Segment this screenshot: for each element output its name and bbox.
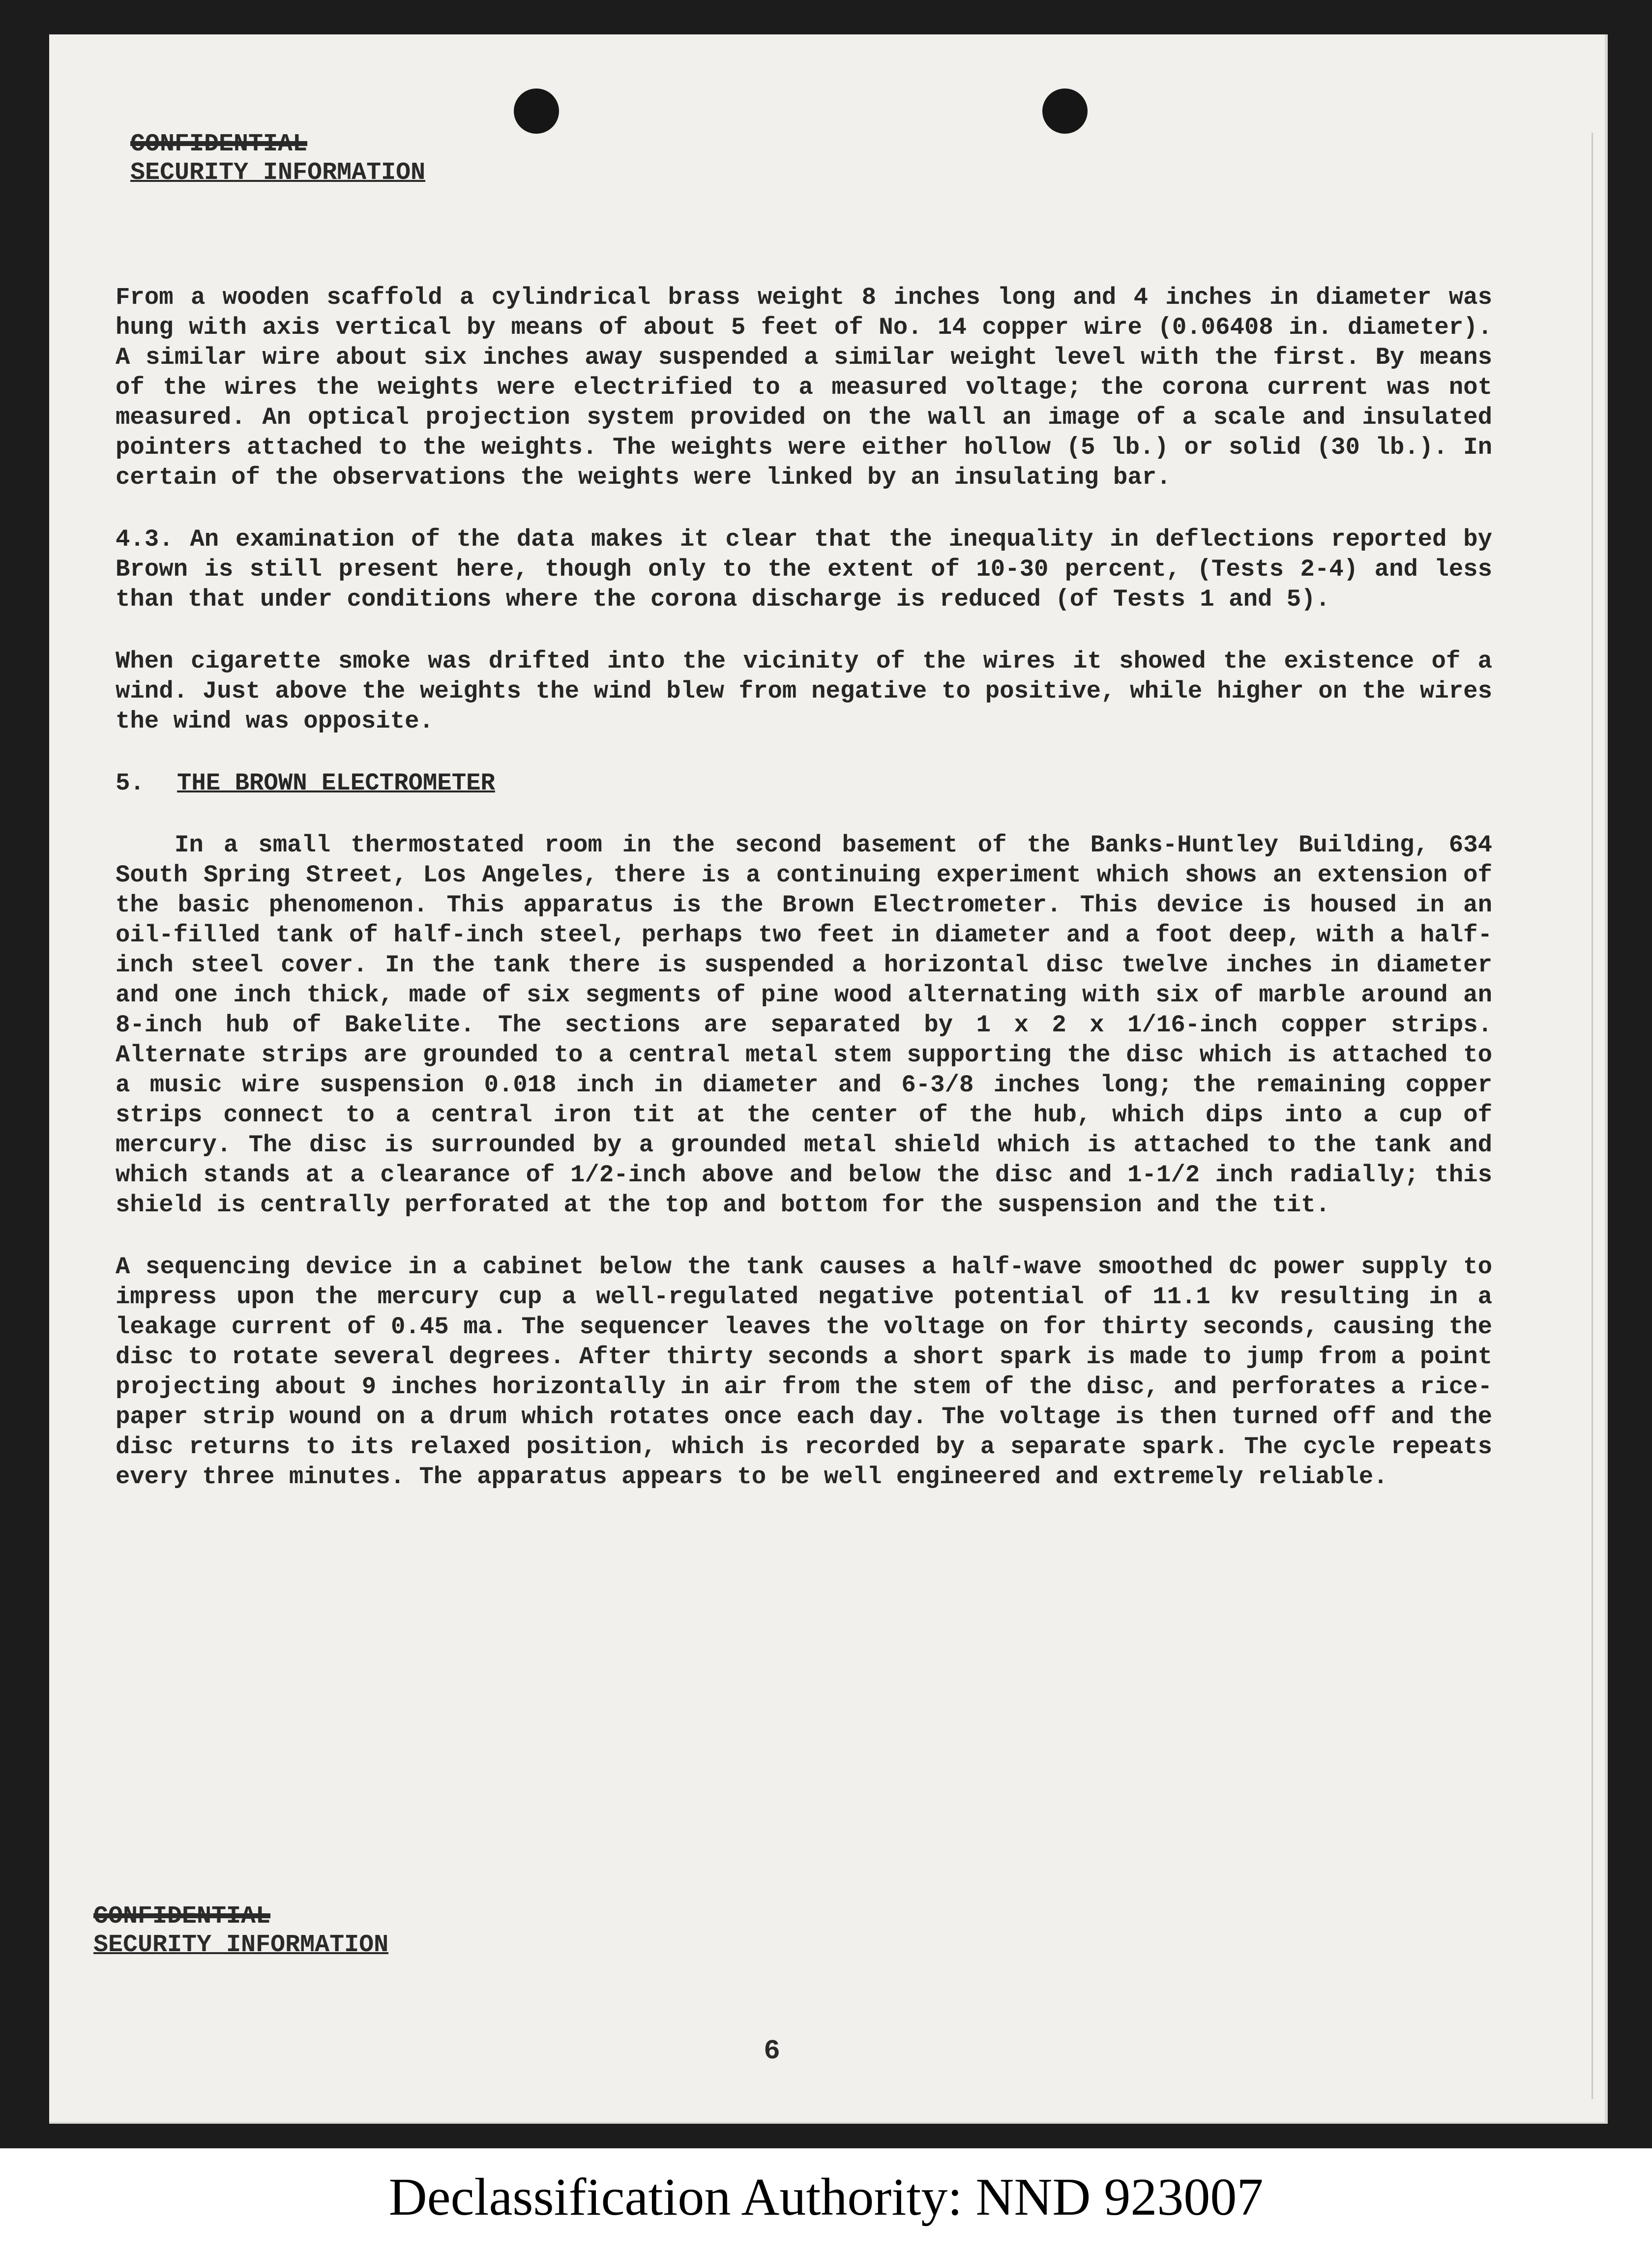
classification-header xyxy=(130,130,425,187)
section-title: THE BROWN ELECTROMETER xyxy=(177,769,495,797)
paragraph-smoke: When cigarette smoke was drifted into the vicinity of the wires it showed the existence of a wind. Just above the weights the wind blew from negative to positive, while higher on the wires the wind was opposite. xyxy=(116,647,1492,735)
paragraph-4-3: 4.3. An examination of the data makes it clear that the inequality in deflections reported by Brown is still present here, though only to the extent of 10-30 percent, (Tests 2-4) and less than that under conditions where the corona discharge is reduced (of Tests 1 and 5). xyxy=(116,526,1492,613)
classification-footer xyxy=(93,1903,388,1960)
classification-line-2: SECURITY INFORMATION xyxy=(93,1931,389,1959)
page-body xyxy=(116,283,1492,1524)
paragraph-scaffold: From a wooden scaffold a cylindrical brass weight 8 inches long and 4 inches in diameter was hung with axis vertical by means of about 5 feet of No. 14 copper wire (0.06408 in. diameter). A similar wire about six inches away suspended a similar weight level with the first. By means of the wires the weights were electrified to a measured voltage; the corona current was not measured. An optical projection system provided on the wall an image of a scale and insulated pointers attached to the weights. The weights were either hollow (5 lb.) or solid (30 lb.). In certain of the observations the weights were linked by an insulating bar. xyxy=(116,284,1492,491)
page-number: 6 xyxy=(764,2035,780,2067)
declassification-authority: Declassification Authority: NND 923007 xyxy=(388,2168,1264,2226)
paper-edge xyxy=(1592,133,1593,2099)
section-heading xyxy=(116,768,1492,798)
punch-hole-left xyxy=(514,88,559,134)
paragraph-electrometer: In a small thermostated room in the second basement of the Banks-Huntley Building, 634 South Spring Street, Los Angeles, there is a continuing experiment which shows an extension of the basic phenomenon. This apparatus is the Brown Electrometer. This device is housed in an oil-filled tank of half-inch steel, perhaps two feet in diameter and a foot deep, with a half-inch steel cover. In the tank there is suspended a horizontal disc twelve inches in diameter and one inch thick, made of six segments of pine wood alternating with six of marble around an 8-inch hub of Bakelite. The sections are separated by 1 x 2 x 1/16-inch copper strips. Alternate strips are grounded to a central metal stem supporting the disc which is attached to a music wire suspension 0.018 inch in diameter and 6-3/8 inches long; the remaining copper strips connect to a central iron tit at the center of the hub, which dips into a cup of mercury. The disc is surrounded by a grounded metal shield which is attached to the tank and which stands at a clearance of 1/2-inch above and below the disc and 1-1/2 inch radially; this shield is centrally perforated at the top and bottom for the suspension and the tit. xyxy=(116,831,1492,1219)
paragraph-sequencer: A sequencing device in a cabinet below the tank causes a half-wave smoothed dc power supply to impress upon the mercury cup a well-regulated negative potential of 11.1 kv resulting in a leakage current of 0.45 ma. The sequencer leaves the voltage on for thirty seconds, causing the disc to rotate several degrees. After thirty seconds a short spark is made to jump from a point projecting about 9 inches horizontally in air from the stem of the disc, and perforates a rice-paper strip wound on a drum which rotates once each day. The voltage is then turned off and the disc returns to its relaxed position, which is recorded by a separate spark. The cycle repeats every three minutes. The apparatus appears to be well engineered and extremely reliable. xyxy=(116,1253,1492,1491)
classification-line-2: SECURITY INFORMATION xyxy=(130,159,426,187)
section-number: 5. xyxy=(116,769,145,797)
classification-line-1: CONFIDENTIAL xyxy=(130,130,308,158)
classification-line-1: CONFIDENTIAL xyxy=(93,1903,271,1931)
punch-hole-right xyxy=(1042,88,1088,134)
